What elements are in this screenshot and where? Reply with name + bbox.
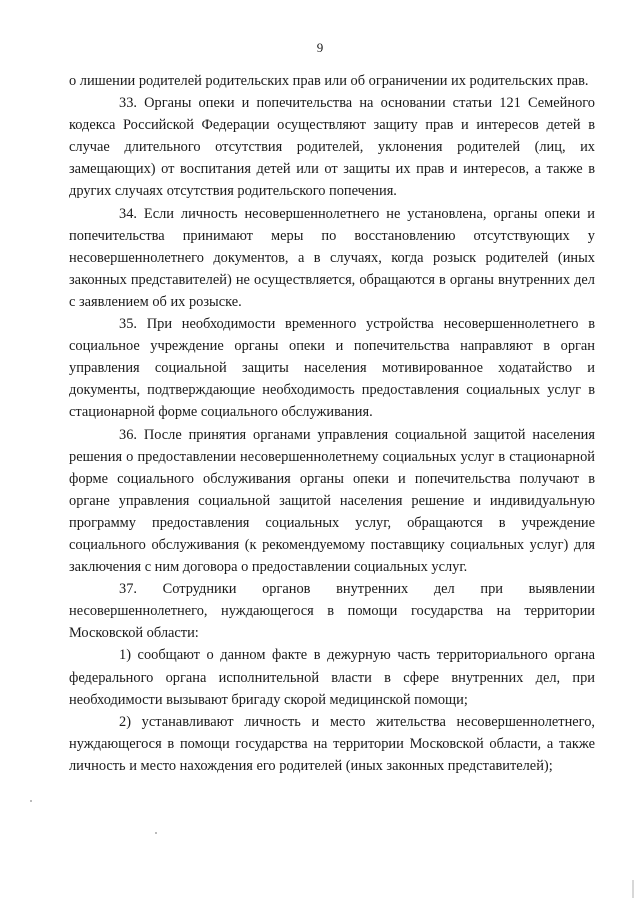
paragraph-37: 37. Сотрудники органов внутренних дел при выявлении несовершеннолетнего, нуждающегося в помощи государства на территории Московской области: <box>69 581 595 642</box>
scan-edge-mark <box>632 880 634 898</box>
scan-speck <box>30 800 32 802</box>
page-number: 9 <box>316 40 324 55</box>
paragraph-33: 33. Органы опеки и попечительства на основании статьи 121 Семейного кодекса Российской Федерации осуществляют защиту прав и интересов детей в случае длительного отсутствия родителей, уклонения родителей (лиц, их замещающих) от воспитания детей или от защиты их прав и интересов, а также в других случаях отсутствия родительского попечения. <box>69 95 595 200</box>
paragraph-34: 34. Если личность несовершеннолетнего не установлена, органы опеки и попечительства принимают меры по восстановлению отсутствующих у несовершеннолетнего документов, а в случаях, когда розыск родителей (иных законных представителей) не осуществляется, обращаются в органы внутренних дел с заявлением об их розыске. <box>69 205 595 310</box>
paragraph-37-item-2: 2) устанавливают личность и место жительства несовершеннолетнего, нуждающегося в помощи государства на территории Московской области, а также личность и место нахождения его родителей (иных законных представителей); <box>69 713 595 774</box>
paragraph-37-item-1: 1) сообщают о данном факте в дежурную часть территориального органа федерального органа исполнительной власти в сфере внутренних дел, при необходимости вызывают бригаду скорой медицинской помощи; <box>69 647 595 708</box>
paragraph-35: 35. При необходимости временного устройства несовершеннолетнего в социальное учреждение органы опеки и попечительства направляют в орган управления социальной защиты населения мотивированное ходатайство и документы, подтверждающие необходимость предоставления социальных услуг в стационарной форме социального обслуживания. <box>69 316 595 421</box>
document-body <box>69 70 595 777</box>
scan-speck <box>155 832 157 834</box>
paragraph-36: 36. После принятия органами управления социальной защитой населения решения о предоставлении несовершеннолетнему социальных услуг в стационарной форме социального обслуживания органы опеки и попечительства получают в органе управления социальной защитой населения решение и индивидуальную программу предоставления социальных услуг, обращаются в учреждение социального обслуживания (к рекомендуемому поставщику социальных услуг) для заключения с ним договора о предоставлении социальных услуг. <box>69 426 595 576</box>
paragraph-continuation: о лишении родителей родительских прав или об ограничении их родительских прав. <box>69 73 589 89</box>
